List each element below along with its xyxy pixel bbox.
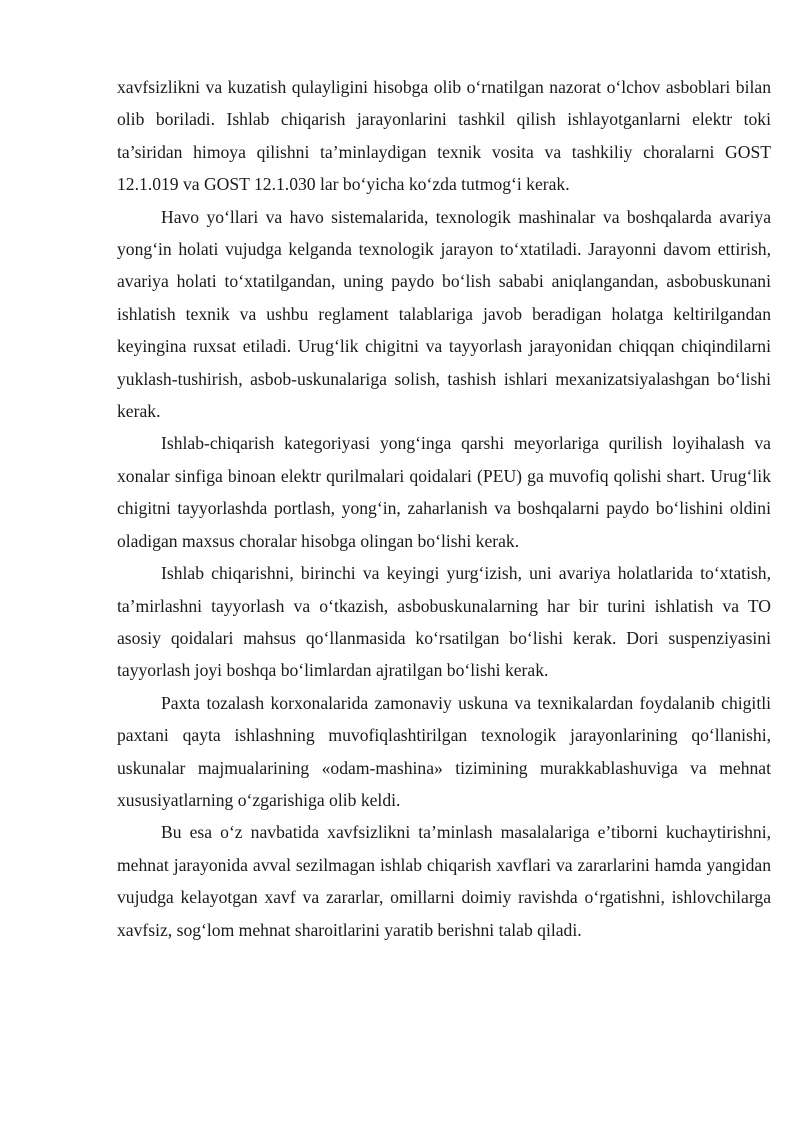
paragraph: Bu esa o‘z navbatida xavfsizlikni ta’minlash masalalariga e’tiborni kuchaytirishni, mehnat jarayonida avval sezilmagan ishlab chiqarish xavflari va zararlarini hamda yangidan vujudga kelayotgan xavf va zararlar, omillarni doimiy ravishda o‘rgatishni, ishlovchilarga xavfsiz, sog‘lom mehnat sharoitlarini yaratib berishni talab qiladi. [117, 822, 771, 940]
paragraph: Paxta tozalash korxonalarida zamonaviy uskuna va texnikalardan foydalanib chigitli paxtani qayta ishlashning muvofiqlashtirilgan texnologik jarayonlarining qo‘llanishi, uskunalar majmualarining «odam-mashina» tizimining murakkablashuviga va mehnat xususiyatlarning o‘zgarishiga olib keldi. [117, 692, 771, 810]
paragraph: Ishlab chiqarishni, birinchi va keyingi yurg‘izish, uni avariya holatlarida to‘xtatish, ta’mirlashni tayyorlash va o‘tkazish, asbobuskunalarning har bir turini ishlatish va TO asosiy qoidalari mahsus qo‘llanmasida ko‘rsatilgan bo‘lishi kerak. Dori suspenziyasini tayyorlash joyi boshqa bo‘limlardan ajratilgan bo‘lishi kerak. [117, 563, 771, 681]
paragraph: Ishlab-chiqarish kategoriyasi yong‘inga qarshi meyorlariga qurilish loyihalash va xonalar sinfiga binoan elektr qurilmalari qoidalari (PEU) ga muvofiq qolishi shart. Urug‘lik chigitni tayyorlashda portlash, yong‘in, zaharlanish va boshqalarni paydo bo‘lishini oldini oladigan maxsus choralar hisobga olingan bo‘lishi kerak. [117, 433, 771, 551]
paragraph: Havo yo‘llari va havo sistemalarida, texnologik mashinalar va boshqalarda avariya yong‘in holati vujudga kelganda texnologik jarayon to‘xtatiladi. Jarayonni davom ettirish, avariya holati to‘xtatilgandan, uning paydo bo‘lish sababi aniqlangandan, asbobuskunani ishlatish texnik va ushbu reglament talablariga javob beradigan holatga keltirilgandan keyingina ruxsat etiladi. Urug‘lik chigitni va tayyorlash jarayonidan chiqqan chiqindilarni yuklash-tushirish, asbob-uskunalariga solish, tashish ishlari mexanizatsiyalashgan bo‘lishi kerak. [117, 206, 771, 422]
document-body [117, 71, 771, 946]
paragraph-continuation: xavfsizlikni va kuzatish qulayligini hisobga olib o‘rnatilgan nazorat o‘lchov asboblari bilan olib boriladi. Ishlab chiqarish jarayonlarini tashkil qilish ishlayotganlarni elektr toki ta’siridan himoya qilishni ta’minlaydigan texnik vosita va tashkiliy choralarni GOST 12.1.019 va GOST 12.1.030 lar bo‘yicha ko‘zda tutmog‘i kerak. [117, 77, 771, 195]
